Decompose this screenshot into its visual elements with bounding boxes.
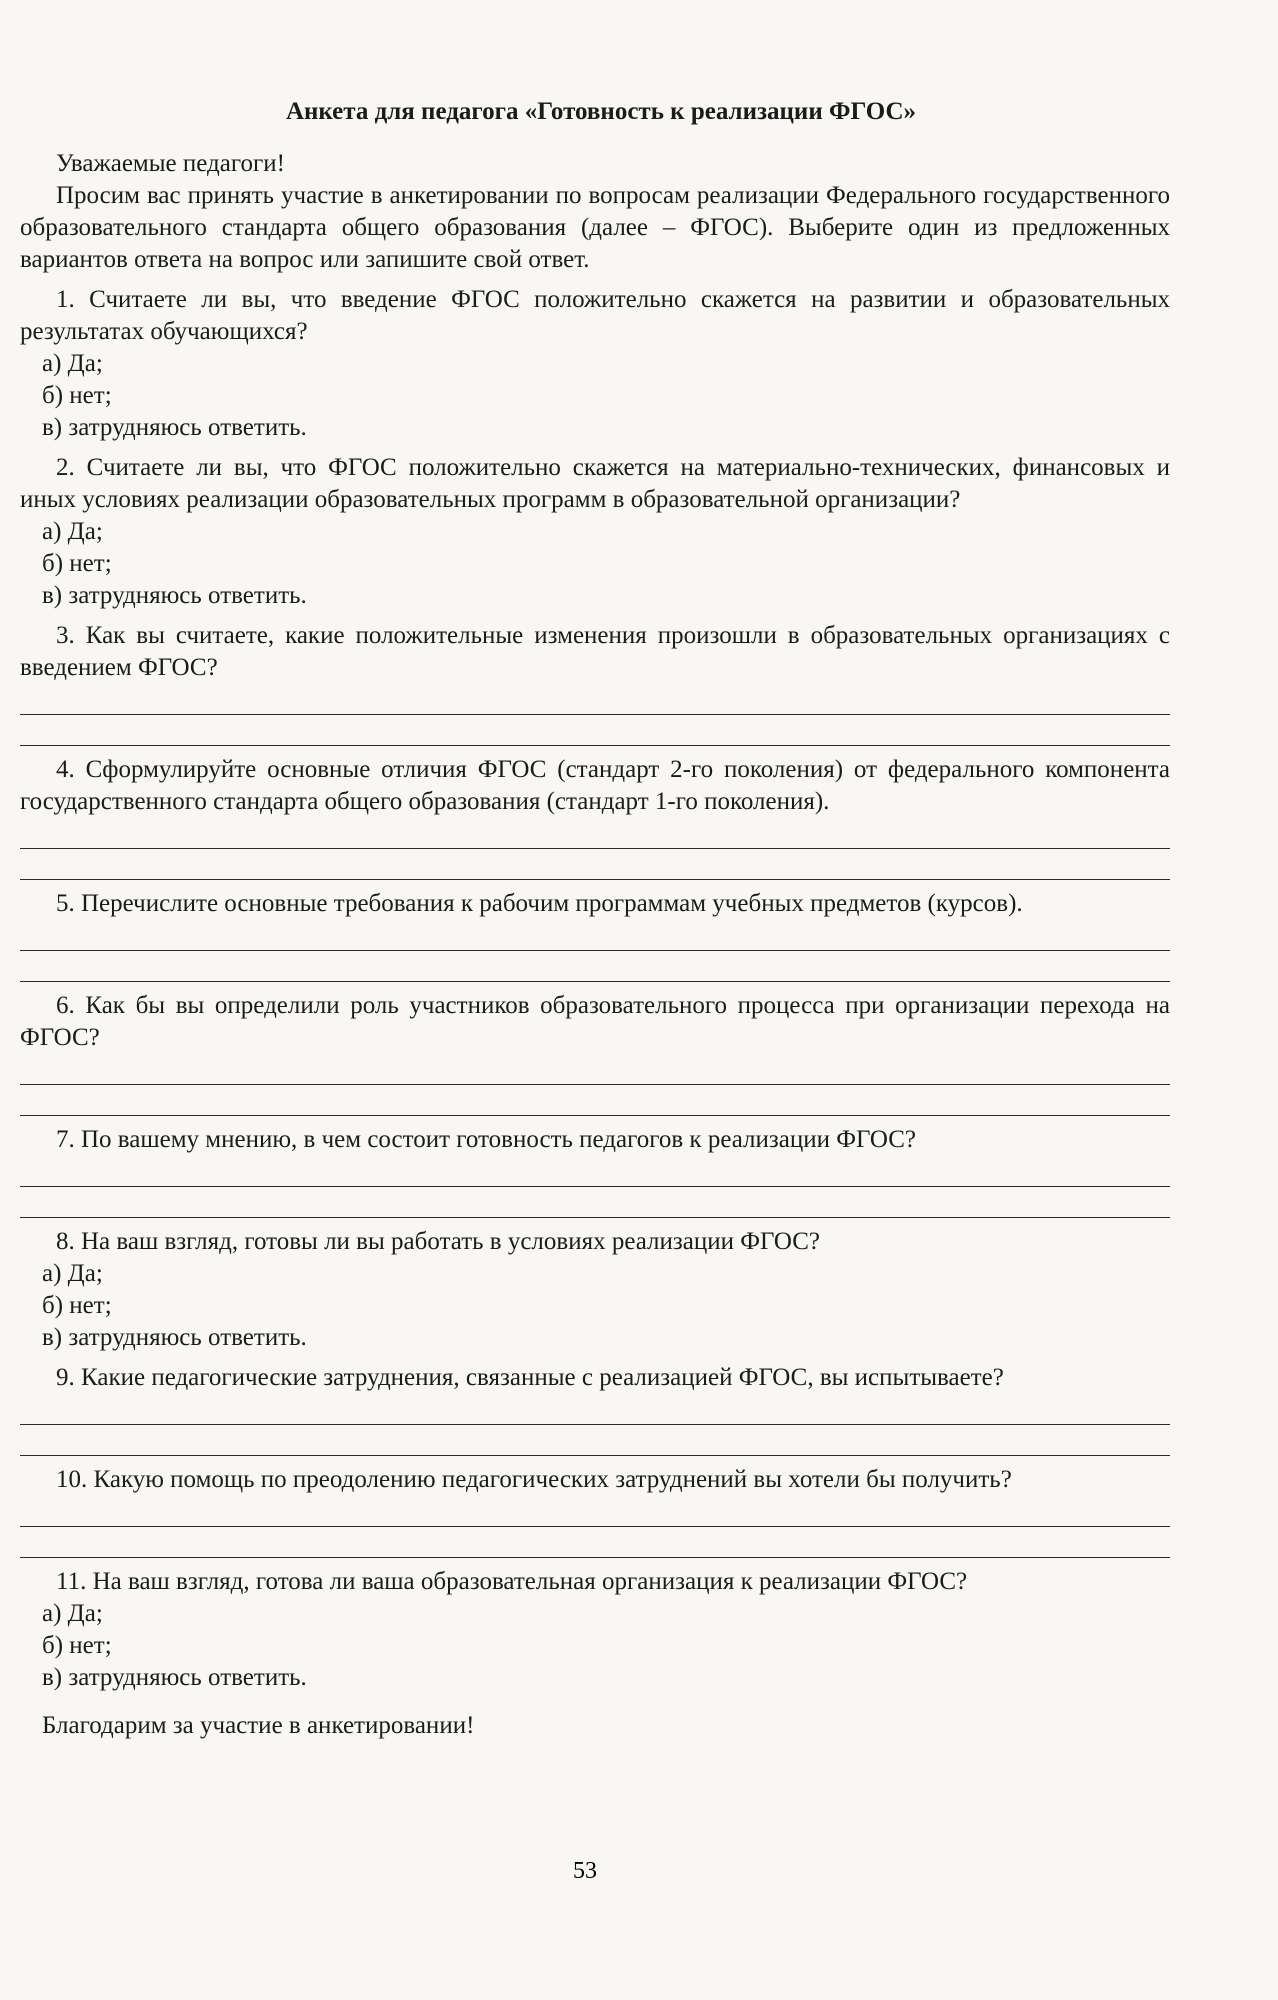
answer-line[interactable] [20, 1496, 1170, 1527]
option-item: в) затрудняюсь ответить. [42, 582, 307, 609]
option-item: в) затрудняюсь ответить. [42, 1324, 307, 1351]
answer-line[interactable] [20, 1425, 1170, 1456]
question-10 [20, 1464, 1170, 1558]
answer-lines [20, 920, 1170, 982]
question-text: 3. Как вы считаете, какие положительные изменения произошли в образовательных организациях с введением ФГОС? [20, 622, 1170, 681]
answer-line[interactable] [20, 951, 1170, 982]
answer-lines [20, 1054, 1170, 1116]
answer-line[interactable] [20, 920, 1170, 951]
question-7 [20, 1124, 1170, 1218]
question-text: 5. Перечислите основные требования к рабочим программам учебных предметов (курсов). [56, 890, 1023, 917]
option-item: б) нет; [42, 550, 112, 577]
option-item: б) нет; [42, 1292, 112, 1319]
question-1 [20, 284, 1170, 444]
page-number: 53 [573, 1858, 597, 1884]
option-item: б) нет; [42, 382, 112, 409]
option-item: а) Да; [42, 1600, 103, 1627]
question-text: 11. На ваш взгляд, готова ли ваша образовательная организация к реализации ФГОС? [56, 1568, 968, 1595]
option-item: в) затрудняюсь ответить. [42, 414, 307, 441]
intro-paragraph: Просим вас принять участие в анкетировании по вопросам реализации Федерального государственного образовательного стандарта общего образования (далее – ФГОС). Выберите один из предложенных вариантов ответа на вопрос или запишите свой ответ. [20, 182, 1170, 273]
options-list [20, 1258, 1170, 1354]
answer-line[interactable] [20, 818, 1170, 849]
answer-line[interactable] [20, 684, 1170, 715]
question-text: 8. На ваш взгляд, готовы ли вы работать в условиях реализации ФГОС? [56, 1228, 820, 1255]
question-text: 4. Сформулируйте основные отличия ФГОС (стандарт 2-го поколения) от федерального компонента государственного стандарта общего образования (стандарт 1-го поколения). [20, 756, 1170, 815]
answer-line[interactable] [20, 1187, 1170, 1218]
question-text: 10. Какую помощь по преодолению педагогических затруднений вы хотели бы получить? [56, 1466, 1012, 1493]
question-4 [20, 754, 1170, 880]
question-text: 2. Считаете ли вы, что ФГОС положительно скажется на материально-технических, финансовых и иных условиях реализации образовательных программ в образовательной организации? [20, 454, 1170, 513]
question-3 [20, 620, 1170, 746]
option-item: б) нет; [42, 1632, 112, 1659]
option-item: а) Да; [42, 1260, 103, 1287]
answer-line[interactable] [20, 1156, 1170, 1187]
answer-line[interactable] [20, 1054, 1170, 1085]
answer-lines [20, 1394, 1170, 1456]
answer-lines [20, 818, 1170, 880]
question-text: 9. Какие педагогические затруднения, связанные с реализацией ФГОС, вы испытываете? [56, 1364, 1004, 1391]
question-5 [20, 888, 1170, 982]
answer-line[interactable] [20, 1527, 1170, 1558]
question-text: 1. Считаете ли вы, что введение ФГОС положительно скажется на развитии и образовательных результатах обучающихся? [20, 286, 1170, 345]
question-text: 6. Как бы вы определили роль участников образовательного процесса при организации перехода на ФГОС? [20, 992, 1170, 1051]
question-11 [20, 1566, 1170, 1694]
answer-line[interactable] [20, 1394, 1170, 1425]
answer-line[interactable] [20, 1085, 1170, 1116]
question-6 [20, 990, 1170, 1116]
question-text: 7. По вашему мнению, в чем состоит готовность педагогов к реализации ФГОС? [56, 1126, 916, 1153]
options-list [20, 348, 1170, 444]
option-item: а) Да; [42, 518, 103, 545]
question-9 [20, 1362, 1170, 1456]
thanks-text: Благодарим за участие в анкетировании! [42, 1712, 475, 1739]
answer-lines [20, 1496, 1170, 1558]
answer-line[interactable] [20, 715, 1170, 746]
option-item: в) затрудняюсь ответить. [42, 1664, 307, 1691]
greeting: Уважаемые педагоги! [56, 150, 285, 177]
question-8 [20, 1226, 1170, 1354]
options-list [20, 1598, 1170, 1694]
answer-line[interactable] [20, 849, 1170, 880]
answer-lines [20, 1156, 1170, 1218]
options-list [20, 516, 1170, 612]
option-item: а) Да; [42, 350, 103, 377]
answer-lines [20, 684, 1170, 746]
page-title: Анкета для педагога «Готовность к реализации ФГОС» [285, 98, 917, 125]
question-2 [20, 452, 1170, 612]
